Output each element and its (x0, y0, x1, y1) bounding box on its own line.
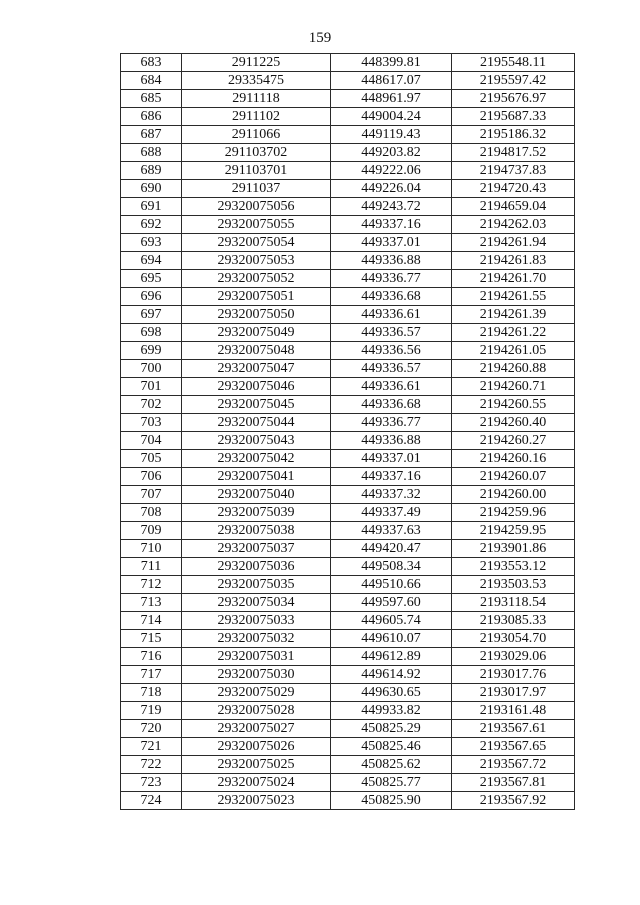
x-coordinate-cell: 450825.62 (331, 756, 452, 774)
table-row (121, 738, 575, 756)
row-number-cell: 688 (121, 144, 182, 162)
point-id-cell: 29320075049 (182, 324, 331, 342)
table-row (121, 666, 575, 684)
point-id-cell: 29320075038 (182, 522, 331, 540)
x-coordinate-cell: 448617.07 (331, 72, 452, 90)
row-number-cell: 703 (121, 414, 182, 432)
table-row (121, 792, 575, 810)
point-id-cell: 29320075043 (182, 432, 331, 450)
table-row (121, 54, 575, 72)
y-coordinate-cell: 2194720.43 (452, 180, 575, 198)
x-coordinate-cell: 449605.74 (331, 612, 452, 630)
row-number-cell: 720 (121, 720, 182, 738)
y-coordinate-cell: 2194262.03 (452, 216, 575, 234)
y-coordinate-cell: 2194659.04 (452, 198, 575, 216)
point-id-cell: 29320075042 (182, 450, 331, 468)
y-coordinate-cell: 2194260.55 (452, 396, 575, 414)
table-row (121, 612, 575, 630)
y-coordinate-cell: 2194260.88 (452, 360, 575, 378)
x-coordinate-cell: 449610.07 (331, 630, 452, 648)
table-row (121, 378, 575, 396)
x-coordinate-cell: 449337.63 (331, 522, 452, 540)
point-id-cell: 29320075050 (182, 306, 331, 324)
point-id-cell: 29320075031 (182, 648, 331, 666)
x-coordinate-cell: 449336.57 (331, 324, 452, 342)
table-row (121, 540, 575, 558)
row-number-cell: 694 (121, 252, 182, 270)
table-row (121, 432, 575, 450)
y-coordinate-cell: 2193567.81 (452, 774, 575, 792)
point-id-cell: 29320075056 (182, 198, 331, 216)
point-id-cell: 29320075048 (182, 342, 331, 360)
y-coordinate-cell: 2195687.33 (452, 108, 575, 126)
table-row (121, 126, 575, 144)
table-row (121, 720, 575, 738)
x-coordinate-cell: 449510.66 (331, 576, 452, 594)
x-coordinate-cell: 449222.06 (331, 162, 452, 180)
table-row (121, 162, 575, 180)
x-coordinate-cell: 449337.16 (331, 468, 452, 486)
row-number-cell: 708 (121, 504, 182, 522)
table-row (121, 558, 575, 576)
point-id-cell: 29320075032 (182, 630, 331, 648)
y-coordinate-cell: 2195676.97 (452, 90, 575, 108)
point-id-cell: 29320075045 (182, 396, 331, 414)
y-coordinate-cell: 2194261.22 (452, 324, 575, 342)
row-number-cell: 701 (121, 378, 182, 396)
x-coordinate-cell: 449336.57 (331, 360, 452, 378)
point-id-cell: 29335475 (182, 72, 331, 90)
point-id-cell: 291103701 (182, 162, 331, 180)
point-id-cell: 29320075029 (182, 684, 331, 702)
point-id-cell: 29320075041 (182, 468, 331, 486)
x-coordinate-cell: 449336.56 (331, 342, 452, 360)
x-coordinate-cell: 449336.88 (331, 252, 452, 270)
row-number-cell: 709 (121, 522, 182, 540)
table-row (121, 324, 575, 342)
row-number-cell: 696 (121, 288, 182, 306)
y-coordinate-cell: 2195186.32 (452, 126, 575, 144)
row-number-cell: 705 (121, 450, 182, 468)
table-row (121, 450, 575, 468)
point-id-cell: 29320075052 (182, 270, 331, 288)
y-coordinate-cell: 2194259.95 (452, 522, 575, 540)
row-number-cell: 718 (121, 684, 182, 702)
y-coordinate-cell: 2194260.27 (452, 432, 575, 450)
point-id-cell: 29320075030 (182, 666, 331, 684)
row-number-cell: 692 (121, 216, 182, 234)
y-coordinate-cell: 2193161.48 (452, 702, 575, 720)
table-row (121, 144, 575, 162)
row-number-cell: 721 (121, 738, 182, 756)
row-number-cell: 707 (121, 486, 182, 504)
y-coordinate-cell: 2194261.70 (452, 270, 575, 288)
point-id-cell: 29320075025 (182, 756, 331, 774)
point-id-cell: 29320075047 (182, 360, 331, 378)
table-row (121, 288, 575, 306)
point-id-cell: 29320075040 (182, 486, 331, 504)
table-row (121, 306, 575, 324)
point-id-cell: 29320075024 (182, 774, 331, 792)
row-number-cell: 691 (121, 198, 182, 216)
y-coordinate-cell: 2193567.61 (452, 720, 575, 738)
y-coordinate-cell: 2193054.70 (452, 630, 575, 648)
point-id-cell: 29320075046 (182, 378, 331, 396)
row-number-cell: 699 (121, 342, 182, 360)
point-id-cell: 29320075044 (182, 414, 331, 432)
y-coordinate-cell: 2194260.16 (452, 450, 575, 468)
table-row (121, 216, 575, 234)
table-row (121, 648, 575, 666)
x-coordinate-cell: 449420.47 (331, 540, 452, 558)
y-coordinate-cell: 2193017.97 (452, 684, 575, 702)
y-coordinate-cell: 2193017.76 (452, 666, 575, 684)
row-number-cell: 683 (121, 54, 182, 72)
x-coordinate-cell: 449203.82 (331, 144, 452, 162)
table-row (121, 270, 575, 288)
y-coordinate-cell: 2194260.07 (452, 468, 575, 486)
row-number-cell: 685 (121, 90, 182, 108)
y-coordinate-cell: 2194737.83 (452, 162, 575, 180)
x-coordinate-cell: 449336.61 (331, 306, 452, 324)
point-id-cell: 2911037 (182, 180, 331, 198)
table-row (121, 702, 575, 720)
row-number-cell: 715 (121, 630, 182, 648)
row-number-cell: 714 (121, 612, 182, 630)
table-row (121, 252, 575, 270)
x-coordinate-cell: 449336.77 (331, 270, 452, 288)
x-coordinate-cell: 449630.65 (331, 684, 452, 702)
point-id-cell: 29320075036 (182, 558, 331, 576)
row-number-cell: 704 (121, 432, 182, 450)
row-number-cell: 716 (121, 648, 182, 666)
y-coordinate-cell: 2193029.06 (452, 648, 575, 666)
y-coordinate-cell: 2193553.12 (452, 558, 575, 576)
x-coordinate-cell: 450825.77 (331, 774, 452, 792)
y-coordinate-cell: 2194260.40 (452, 414, 575, 432)
row-number-cell: 710 (121, 540, 182, 558)
x-coordinate-cell: 449336.68 (331, 396, 452, 414)
table-row (121, 414, 575, 432)
table-row (121, 522, 575, 540)
point-id-cell: 2911225 (182, 54, 331, 72)
x-coordinate-cell: 449508.34 (331, 558, 452, 576)
point-id-cell: 2911102 (182, 108, 331, 126)
row-number-cell: 687 (121, 126, 182, 144)
point-id-cell: 29320075039 (182, 504, 331, 522)
point-id-cell: 29320075054 (182, 234, 331, 252)
table-row (121, 360, 575, 378)
y-coordinate-cell: 2194260.71 (452, 378, 575, 396)
row-number-cell: 713 (121, 594, 182, 612)
table-row (121, 72, 575, 90)
row-number-cell: 698 (121, 324, 182, 342)
x-coordinate-cell: 449336.88 (331, 432, 452, 450)
row-number-cell: 702 (121, 396, 182, 414)
y-coordinate-cell: 2194259.96 (452, 504, 575, 522)
x-coordinate-cell: 449337.01 (331, 234, 452, 252)
x-coordinate-cell: 449614.92 (331, 666, 452, 684)
point-id-cell: 29320075027 (182, 720, 331, 738)
table-row (121, 180, 575, 198)
row-number-cell: 723 (121, 774, 182, 792)
x-coordinate-cell: 448399.81 (331, 54, 452, 72)
table-row (121, 684, 575, 702)
x-coordinate-cell: 450825.90 (331, 792, 452, 810)
x-coordinate-cell: 449243.72 (331, 198, 452, 216)
row-number-cell: 717 (121, 666, 182, 684)
x-coordinate-cell: 449597.60 (331, 594, 452, 612)
x-coordinate-cell: 450825.29 (331, 720, 452, 738)
point-id-cell: 29320075051 (182, 288, 331, 306)
row-number-cell: 722 (121, 756, 182, 774)
row-number-cell: 689 (121, 162, 182, 180)
table-row (121, 396, 575, 414)
point-id-cell: 29320075055 (182, 216, 331, 234)
point-id-cell: 291103702 (182, 144, 331, 162)
point-id-cell: 2911118 (182, 90, 331, 108)
row-number-cell: 712 (121, 576, 182, 594)
table-row (121, 486, 575, 504)
table-row (121, 198, 575, 216)
x-coordinate-cell: 449337.32 (331, 486, 452, 504)
table-row (121, 234, 575, 252)
table-row (121, 630, 575, 648)
y-coordinate-cell: 2193901.86 (452, 540, 575, 558)
row-number-cell: 724 (121, 792, 182, 810)
point-id-cell: 29320075023 (182, 792, 331, 810)
y-coordinate-cell: 2194817.52 (452, 144, 575, 162)
row-number-cell: 695 (121, 270, 182, 288)
point-id-cell: 29320075053 (182, 252, 331, 270)
row-number-cell: 697 (121, 306, 182, 324)
row-number-cell: 684 (121, 72, 182, 90)
row-number-cell: 686 (121, 108, 182, 126)
y-coordinate-cell: 2194261.55 (452, 288, 575, 306)
table-row (121, 504, 575, 522)
y-coordinate-cell: 2193567.65 (452, 738, 575, 756)
x-coordinate-cell: 449337.16 (331, 216, 452, 234)
table-row (121, 594, 575, 612)
row-number-cell: 706 (121, 468, 182, 486)
y-coordinate-cell: 2195548.11 (452, 54, 575, 72)
x-coordinate-cell: 449337.01 (331, 450, 452, 468)
y-coordinate-cell: 2194260.00 (452, 486, 575, 504)
table-row (121, 108, 575, 126)
y-coordinate-cell: 2194261.94 (452, 234, 575, 252)
y-coordinate-cell: 2195597.42 (452, 72, 575, 90)
table-row (121, 342, 575, 360)
x-coordinate-cell: 449612.89 (331, 648, 452, 666)
table-row (121, 468, 575, 486)
x-coordinate-cell: 449119.43 (331, 126, 452, 144)
point-id-cell: 29320075037 (182, 540, 331, 558)
point-id-cell: 29320075034 (182, 594, 331, 612)
point-id-cell: 29320075026 (182, 738, 331, 756)
coordinates-table-body (121, 54, 575, 810)
row-number-cell: 719 (121, 702, 182, 720)
x-coordinate-cell: 449337.49 (331, 504, 452, 522)
y-coordinate-cell: 2194261.39 (452, 306, 575, 324)
x-coordinate-cell: 449004.24 (331, 108, 452, 126)
y-coordinate-cell: 2193567.92 (452, 792, 575, 810)
row-number-cell: 693 (121, 234, 182, 252)
page-number: 159 (308, 30, 332, 46)
y-coordinate-cell: 2193503.53 (452, 576, 575, 594)
x-coordinate-cell: 449933.82 (331, 702, 452, 720)
table-row (121, 774, 575, 792)
y-coordinate-cell: 2193567.72 (452, 756, 575, 774)
x-coordinate-cell: 449226.04 (331, 180, 452, 198)
x-coordinate-cell: 449336.77 (331, 414, 452, 432)
coordinates-table (120, 53, 575, 810)
table-row (121, 576, 575, 594)
point-id-cell: 29320075033 (182, 612, 331, 630)
y-coordinate-cell: 2193085.33 (452, 612, 575, 630)
row-number-cell: 711 (121, 558, 182, 576)
table-row (121, 90, 575, 108)
point-id-cell: 29320075035 (182, 576, 331, 594)
x-coordinate-cell: 450825.46 (331, 738, 452, 756)
point-id-cell: 2911066 (182, 126, 331, 144)
y-coordinate-cell: 2194261.05 (452, 342, 575, 360)
x-coordinate-cell: 449336.68 (331, 288, 452, 306)
x-coordinate-cell: 449336.61 (331, 378, 452, 396)
y-coordinate-cell: 2194261.83 (452, 252, 575, 270)
row-number-cell: 690 (121, 180, 182, 198)
x-coordinate-cell: 448961.97 (331, 90, 452, 108)
table-row (121, 756, 575, 774)
y-coordinate-cell: 2193118.54 (452, 594, 575, 612)
point-id-cell: 29320075028 (182, 702, 331, 720)
row-number-cell: 700 (121, 360, 182, 378)
